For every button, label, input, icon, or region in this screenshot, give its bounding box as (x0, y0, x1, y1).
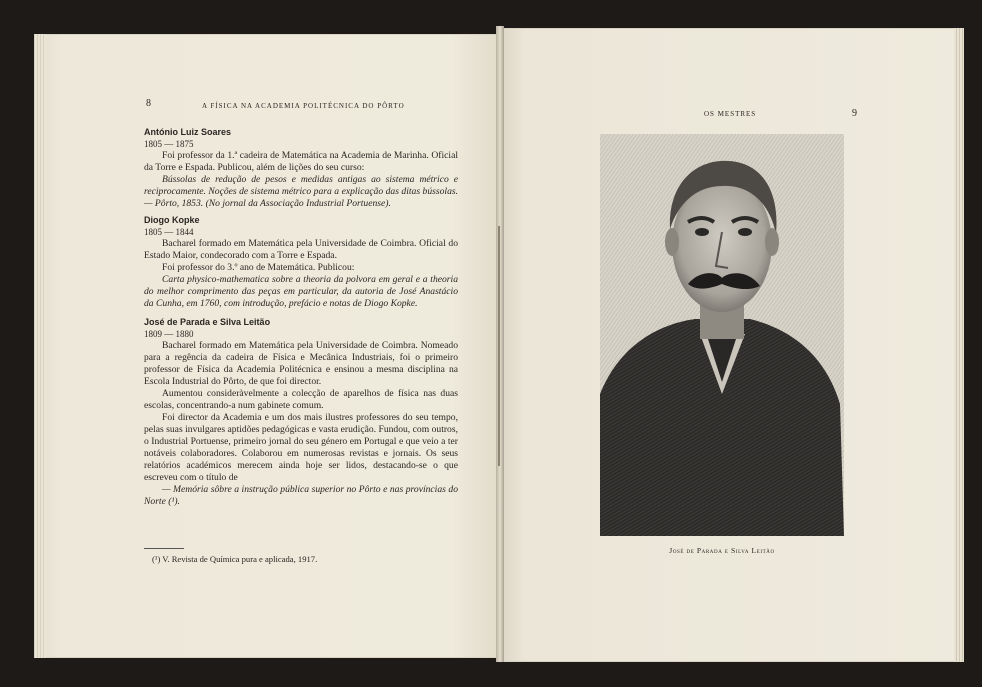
entry-name: José de Parada e Silva Leitão (144, 317, 271, 327)
open-book (34, 26, 964, 662)
paragraph: Bacharel formado em Matemática pela Universidade de Coimbra. Oficial do Estado Maior, condecorado com a Torre e Espada. (144, 238, 458, 261)
paragraph: Foi director da Academia e um dos mais ilustres professores do seu tempo, pelas suas invulgares aptidões pedagógicas e vasta erudição. Fundou, com outros, o Industrial Portuense, primeiro jornal do seu género em Portugal e que veio a ter notáveis colaboradores. Colaborou em numerosas revistas e jornais. Os seus relatórios académicos merecem ainda hoje ser lidos, destacando-se o que escreveu com o título de (144, 412, 458, 483)
right-page-number: 9 (852, 108, 857, 119)
entry-dates: 1809 — 1880 (144, 329, 194, 339)
portrait-caption: José de Parada e Silva Leitão (669, 546, 775, 555)
right-running-head: OS MESTRES (704, 110, 757, 118)
portrait-engraving (600, 134, 844, 536)
entry-dates: 1805 — 1875 (144, 139, 194, 149)
paragraph: Foi professor do 3.º ano de Matemática. Publicou: (162, 262, 355, 273)
left-running-head: A FÍSICA NA ACADEMIA POLITÉCNICA DO PÔRTO (202, 102, 405, 110)
left-page-text (144, 126, 458, 508)
paragraph: Bússolas de redução de pesos e medidas antigas ao sistema métrico e reciprocamente. Noções de sistema métrico para a explicação das ditas bússolas. — Pôrto, 1853. (No jornal da Associação Industrial Portuense). (144, 174, 458, 209)
entry-name: António Luiz Soares (144, 127, 232, 137)
left-page-number: 8 (146, 98, 151, 109)
portrait-illustration (600, 134, 844, 536)
paragraph: Aumentou consideràvelmente a colecção de aparelhos de física nas duas escolas, concentrando-a num gabinete comum. (144, 388, 458, 411)
page-edges-right (954, 28, 964, 662)
binding-thread (498, 226, 500, 466)
page-edges-left (34, 34, 46, 658)
paragraph: — Memória sôbre a instrução pública superior no Pôrto e nas províncias do Norte (¹). (144, 484, 458, 507)
footnote-rule (144, 548, 184, 549)
entry-dates: 1805 — 1844 (144, 227, 194, 237)
footnote: (¹) V. Revista de Química pura e aplicada, 1917. (152, 554, 318, 564)
paragraph: Carta physico-mathematica sobre a theoria da polvora em geral e a theoria do melhor comprimento das peças em particular, da autoria de José Anastácio da Cunha, em 1760, com introdução, prefácio e notas de Diogo Kopke. (144, 274, 458, 309)
entry-name: Diogo Kopke (144, 215, 200, 225)
paragraph: Foi professor da 1.ª cadeira de Matemática na Academia de Marinha. Oficial da Torre e Espada. Publicou, além de lições do seu curso: (144, 150, 458, 173)
paragraph: Bacharel formado em Matemática pela Universidade de Coimbra. Nomeado para a regência da cadeira de Física e Mecânica Industriais, foi o primeiro professor de Física da Academia Politécnica e ensinou a mesma disciplina na Escola Industrial do Pôrto, de que foi director. (144, 340, 458, 387)
